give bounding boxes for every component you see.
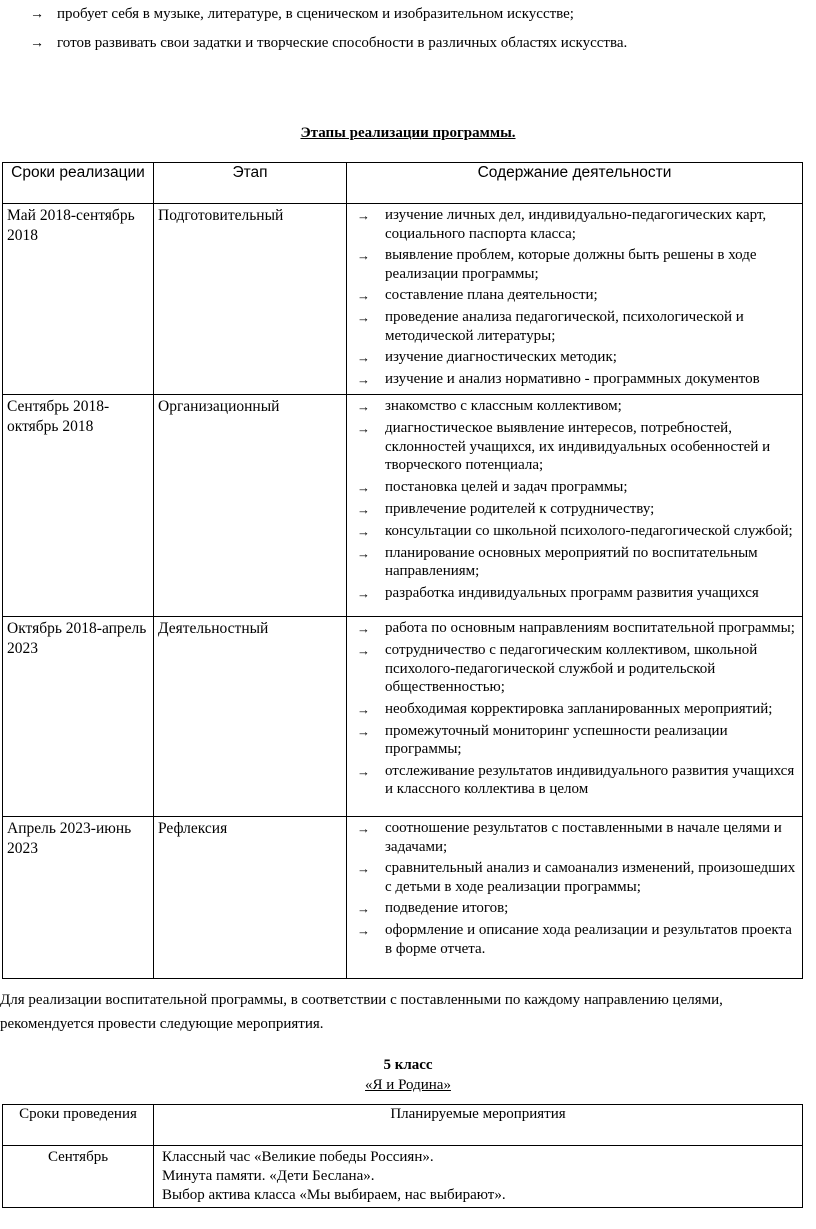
stage-content <box>347 817 803 979</box>
arrow-right-icon: → <box>357 399 370 414</box>
list-item <box>355 819 796 856</box>
arrow-right-icon: → <box>357 288 370 303</box>
arrow-right-icon: → <box>357 585 370 601</box>
intro-item <box>0 5 816 24</box>
list-item <box>355 206 796 243</box>
list-item-text: подведение итогов; <box>385 900 509 916</box>
intro-item <box>0 34 816 53</box>
stage-content <box>347 395 803 617</box>
list-item-text: выявление проблем, которые должны быть решены в ходе реализации программы; <box>385 247 757 282</box>
events-body <box>3 1146 803 1208</box>
arrow-right-icon: → <box>357 861 370 876</box>
arrow-right-icon: → <box>357 701 370 717</box>
arrow-right-icon: → <box>357 643 370 658</box>
list-item-text: знакомство с классным коллективом; <box>385 398 622 414</box>
arrow-right-icon: → <box>357 901 370 916</box>
list-item <box>355 641 796 697</box>
header-content: Содержание деятельности <box>347 163 803 204</box>
list-item-text: привлечение родителей к сотрудничеству; <box>385 500 655 517</box>
list-item <box>355 544 796 581</box>
list-item <box>355 370 796 389</box>
list-item <box>355 899 796 918</box>
list-item <box>355 584 796 603</box>
stage-row <box>3 617 803 817</box>
stages-body <box>3 204 803 979</box>
list-item-text: разработка индивидуальных программ развития учащихся <box>385 584 759 601</box>
arrow-right-icon: → <box>357 248 370 263</box>
list-item-text: консультации со школьной психолого-педагогической службой; <box>385 522 793 539</box>
event-item: Выбор актива класса «Мы выбираем, нас выбирают». <box>162 1187 506 1203</box>
intro-item-text: готов развивать свои задатки и творческие способности в различных областях искусства. <box>57 35 628 51</box>
list-item <box>355 397 796 416</box>
header-stage: Этап <box>154 163 347 204</box>
header-events: Планируемые мероприятия <box>154 1105 803 1146</box>
stage-name: Деятельностный <box>154 617 347 817</box>
list-item-text: необходимая корректировка запланированных мероприятий; <box>385 700 773 717</box>
event-item: Классный час «Великие победы Россиян». <box>162 1149 434 1165</box>
list-item <box>355 522 796 541</box>
list-item-text: изучение диагностических методик; <box>385 349 617 365</box>
arrow-right-icon: → <box>357 523 370 539</box>
arrow-right-icon: → <box>357 923 370 938</box>
list-item <box>355 419 796 475</box>
list-item-text: отслеживание результатов индивидуального развития учащихся и классного коллектива в целом <box>385 762 795 797</box>
stages-header-row <box>3 163 803 204</box>
list-item-text: изучение личных дел, индивидуально-педагогических карт, социального паспорта класса; <box>385 207 767 242</box>
list-item <box>355 286 796 305</box>
events-table <box>2 1104 803 1208</box>
header-period: Сроки реализации <box>3 163 154 204</box>
list-item-text: изучение и анализ нормативно - программных документов <box>385 371 760 387</box>
list-item <box>355 500 796 519</box>
list-item <box>355 700 796 719</box>
stages-title: Этапы реализации программы. <box>300 125 516 141</box>
list-item-text: составление плана деятельности; <box>385 287 598 303</box>
stage-period: Сентябрь 2018-октябрь 2018 <box>3 395 154 617</box>
stage-period: Май 2018-сентябрь 2018 <box>3 204 154 395</box>
list-item <box>355 619 796 638</box>
list-item-text: проведение анализа педагогической, психологической и методической литературы; <box>385 309 744 344</box>
arrow-right-icon: → <box>357 501 370 517</box>
stage-row <box>3 204 803 395</box>
intro-paragraph: Для реализации воспитательной программы, в соответствии с поставленными по каждому направлению целями, рекомендуется провести следующие мероприятия. <box>0 992 723 1032</box>
arrow-right-icon: → <box>357 821 370 836</box>
list-item-text: соотношение результатов с поставленными в начале целями и задачами; <box>385 820 782 855</box>
list-item <box>355 348 796 367</box>
list-item <box>355 478 796 497</box>
list-item-text: промежуточный мониторинг успешности реализации программы; <box>385 722 728 757</box>
intro-item-text: пробует себя в музыке, литературе, в сценическом и изобразительном искусстве; <box>57 6 574 22</box>
arrow-right-icon: → <box>357 372 370 387</box>
list-item-text: работа по основным направлениям воспитательной программы; <box>385 620 795 636</box>
list-item-text: оформление и описание хода реализации и результатов проекта в форме отчета. <box>385 922 792 957</box>
arrow-right-icon: → <box>357 350 370 365</box>
arrow-right-icon: → <box>357 763 370 779</box>
events-header-row <box>3 1105 803 1146</box>
list-item-text: постановка целей и задач программы; <box>385 478 628 495</box>
stage-name: Рефлексия <box>154 817 347 979</box>
event-row <box>3 1146 803 1208</box>
arrow-right-icon: → <box>357 723 370 739</box>
arrow-right-icon: → <box>357 208 370 223</box>
stage-period: Апрель 2023-июнь 2023 <box>3 817 154 979</box>
list-item <box>355 246 796 283</box>
arrow-right-icon: → <box>357 479 370 495</box>
arrow-right-icon: → <box>30 36 44 51</box>
list-item <box>355 722 796 759</box>
list-item-text: планирование основных мероприятий по воспитательным направлениям; <box>385 544 758 579</box>
list-item <box>355 921 796 958</box>
event-month: Сентябрь <box>3 1146 154 1208</box>
grade-subtitle: «Я и Родина» <box>365 1077 451 1093</box>
list-item-text: сравнительный анализ и самоанализ изменений, произошедших с детьми в ходе реализации программы; <box>385 860 796 895</box>
list-item <box>355 859 796 896</box>
arrow-right-icon: → <box>357 621 370 636</box>
list-item-text: сотрудничество с педагогическим коллективом, школьной психолого-педагогической службой и родительской общественностью; <box>385 642 758 695</box>
arrow-right-icon: → <box>357 310 370 325</box>
arrow-right-icon: → <box>357 421 370 436</box>
stage-period: Октябрь 2018-апрель 2023 <box>3 617 154 817</box>
stages-table <box>2 162 803 979</box>
stage-content <box>347 617 803 817</box>
stage-content <box>347 204 803 395</box>
list-item <box>355 762 796 799</box>
arrow-right-icon: → <box>357 545 370 561</box>
list-item-text: диагностическое выявление интересов, потребностей, склонностей учащихся, их индивидуальных особенностей и творческого потенциала; <box>385 420 771 473</box>
event-item: Минута памяти. «Дети Беслана». <box>162 1168 375 1184</box>
arrow-right-icon: → <box>30 7 44 22</box>
stage-row <box>3 817 803 979</box>
stage-name: Организационный <box>154 395 347 617</box>
stage-name: Подготовительный <box>154 204 347 395</box>
grade-title: 5 класс <box>383 1057 433 1073</box>
header-dates: Сроки проведения <box>3 1105 154 1146</box>
stage-row <box>3 395 803 617</box>
list-item <box>355 308 796 345</box>
event-list <box>154 1146 803 1208</box>
